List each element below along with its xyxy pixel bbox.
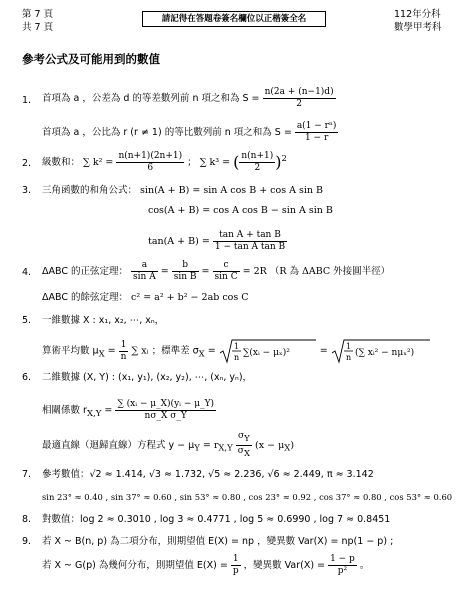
item-6-corr-numerator: ∑ (xᵢ − μ_X)(yᵢ − μ_Y) [117, 399, 215, 409]
svg-text:n: n [233, 353, 239, 362]
item-5-stats: 算術平均數 $\mu_X$ = $\frac{1}{n}$ ∑ xᵢ ；標準差 $\sigma_X$ = 1 n ∑(xᵢ − μₓ)² = 1 n (∑ xᵢ² − nμₓ²) [42, 338, 431, 364]
item-4a-ratio-b-den: sin B [173, 272, 197, 282]
item-3-text: 三角函數的和角公式： [42, 185, 138, 196]
item-4b [42, 291, 249, 305]
item-7-number: 7. [22, 469, 32, 480]
item-9-expectation-num: 1 [231, 554, 241, 566]
item-2-sum1-denominator: 6 [147, 163, 154, 173]
item-6-regression-fraction: $\frac{\sigma_Y}{\sigma_X}$ [237, 431, 250, 459]
item-6-regression-text: 最適直線（迴歸直線）方程式 y − μ [42, 439, 195, 451]
item-1b-text: 首項為 a ，公比為 r (r ≠ 1) 的等比數列前 n 項之和為 S = [42, 127, 292, 138]
item-4a: ΔABC 的正弦定理： $\frac{a}{\text{sin A}}$ = $\frac{b}{\text{sin B}}$ = $\frac{c}{\text{sin C}}$ = 2R （R 為 ΔABC 外接圓半徑） [42, 260, 391, 282]
item-2-sum1-fraction [116, 151, 184, 174]
item-5-number: 5. [22, 315, 32, 326]
item-9-number: 9. [22, 536, 32, 547]
item-9-variance-fraction [328, 554, 357, 577]
item-4a-ratio-c [213, 260, 240, 283]
item-1a-numerator: n(2a + (n−1)d) [264, 87, 334, 97]
item-8-number: 8. [22, 514, 32, 525]
item-1a [42, 87, 336, 110]
item-5-sd-formula-1 [219, 338, 317, 364]
item-4a-ratio-a [131, 260, 158, 283]
item-6-corr-text: 相關係數 r [42, 405, 87, 416]
item-5-sd-formula-2 [331, 338, 431, 364]
svg-text:n: n [345, 353, 351, 362]
signature-notice: 請記得在答題卷簽名欄位以正楷簽全名 [142, 11, 326, 27]
item-3-tan-lhs: tan(A + B) = [148, 236, 210, 247]
item-9-variance-text: ，變異數 Var(X) = [243, 560, 326, 571]
page-number: 第 7 頁 [22, 9, 54, 20]
item-3-tan-numerator: tan A + tan B [213, 230, 287, 242]
item-3-tan-denominator: 1 − tan A tan B [214, 242, 286, 252]
item-4-number: 4. [22, 267, 32, 278]
exam-year: 112年分科 [394, 9, 441, 20]
item-4a-ratio-b-num: b [172, 260, 199, 272]
item-6-corr-denominator: nσ_X σ_Y [144, 411, 187, 421]
item-6-number: 6. [22, 372, 32, 383]
item-3-tan [148, 230, 287, 253]
item-2-number: 2. [22, 158, 32, 169]
item-2-text: 級數和： [42, 157, 81, 168]
item-5-mean-sum: ∑ xᵢ [131, 345, 149, 357]
item-2-sum2-fraction [239, 151, 275, 174]
svg-text:(∑ xᵢ² − nμₓ²): (∑ xᵢ² − nμₓ²) [354, 348, 414, 358]
item-2-sum1-numerator: n(n+1)(2n+1) [118, 151, 183, 161]
item-4a-formula: = 2R （R 為 ΔABC 外接圓半徑） [242, 266, 391, 277]
item-5-sd-text: ；標準差 σ [151, 345, 199, 357]
item-1b-numerator: a(1 − rⁿ) [296, 121, 337, 131]
page-title: 參考公式及可能用到的數值 [22, 52, 160, 66]
item-2-sum1: ∑ k² = [83, 157, 114, 168]
item-4a-text: ΔABC 的正弦定理： [42, 266, 129, 277]
item-9-geometric [42, 554, 369, 577]
item-1-number: 1. [22, 95, 32, 106]
item-9-geometric-text: 若 X ~ G(p) 為幾何分布，則期望值 E(X) = [42, 560, 228, 571]
item-2-sum2: ∑ k³ = [199, 157, 231, 168]
item-6-corr: 相關係數 $r_{X,Y}$ = $\frac{\text{∑ (xᵢ − μ\_X)(yᵢ − μ\_Y)}}{\text{nσ\_X σ\_Y}}$ [42, 399, 215, 421]
page-total: 共 7 頁 [22, 22, 54, 33]
item-1a-denominator: 2 [296, 99, 302, 109]
svg-text:∑(xᵢ − μₓ)²: ∑(xᵢ − μₓ)² [242, 348, 290, 358]
item-3-cos-formula: cos(A + B) = cos A cos B − sin A sin B [148, 205, 333, 216]
item-2: 級數和： ∑ k² = $\frac{n(n+1)(2n+1)}{6}$ ； ∑ k³ = ( $\frac{n(n+1)}{2}$ )$^2$ [42, 151, 287, 173]
item-4a-ratio-c-den: sin C [214, 272, 238, 282]
item-1b [42, 121, 338, 144]
svg-text:1: 1 [345, 342, 351, 351]
item-3-tan-fraction [213, 230, 287, 253]
item-6-regression: 最適直線（迴歸直線）方程式 $y - \mu_Y = r_{X,Y}$ $\frac{\sigma_Y}{\sigma_X}$ $(x - \mu_X)$ [42, 431, 295, 459]
item-1a-fraction [263, 87, 336, 110]
item-9-variance-den: p² [337, 566, 348, 576]
item-9-end: 。 [359, 560, 370, 571]
item-1b-denominator: 1 − r [304, 133, 329, 143]
exam-subject: 數學甲考科 [394, 22, 442, 33]
svg-text:1: 1 [233, 342, 239, 351]
item-2-separator: ； [187, 157, 197, 168]
item-4a-ratio-a-num: a [131, 260, 158, 272]
item-3a [42, 184, 323, 198]
item-7-trig-values: sin 23° ≈ 0.40 , sin 37° ≈ 0.60 , sin 53° ≈ 0.80 , cos 23° ≈ 0.92 , cos 37° ≈ 0.80 , cos 53° ≈ 0.60 [42, 492, 453, 502]
item-4a-ratio-b [172, 260, 199, 283]
item-9-expectation-fraction [231, 554, 241, 577]
item-6-data: 二維數據 (X, Y) : (x₁, y₁), (x₂, y₂), ⋯, (xₙ, yₙ)， [42, 372, 253, 383]
item-2-sum2-numerator: n(n+1) [241, 151, 274, 161]
item-4a-ratio-a-den: sin A [133, 272, 156, 282]
item-9-expectation-den: p [232, 566, 239, 576]
item-2-sum2-denominator: 2 [254, 163, 261, 173]
item-9-binomial: 若 X ~ B(n, p) 為二項分布，則期望值 E(X) = np ，變異數 Var(X) = np(1 − p) ; [42, 536, 394, 547]
item-1a-text: 首項為 a ，公差為 d 的等差數列前 n 項之和為 S = [42, 93, 260, 104]
item-8-logs: 對數值：log 2 ≈ 0.3010 , log 3 ≈ 0.4771 , log 5 ≈ 0.6990 , log 7 ≈ 0.8451 [42, 514, 391, 525]
item-4b-formula: c² = a² + b² − 2ab cos C [131, 292, 249, 303]
item-9-variance-num: 1 − p [330, 554, 355, 564]
item-4a-ratio-c-num: c [213, 260, 240, 272]
item-1b-fraction [295, 121, 339, 144]
item-5-mean-fraction: $\frac{1}{n}$ [120, 339, 127, 362]
item-4b-text: ΔABC 的餘弦定理： [42, 292, 129, 303]
item-6-regression-tail: (x − μ [255, 439, 285, 451]
item-3-sin-formula: sin(A + B) = sin A cos B + cos A sin B [140, 185, 324, 196]
item-5-data: 一維數據 X : x₁, x₂, ⋯, xₙ， [42, 315, 165, 326]
item-6-corr-fraction [115, 399, 216, 422]
item-5-mean-text: 算術平均數 μ [42, 345, 99, 357]
item-7-roots: 參考數值：√2 ≈ 1.414, √3 ≈ 1.732, √5 ≈ 2.236, √6 ≈ 2.449, π ≈ 3.142 [42, 469, 374, 480]
item-3-number: 3. [22, 185, 32, 196]
